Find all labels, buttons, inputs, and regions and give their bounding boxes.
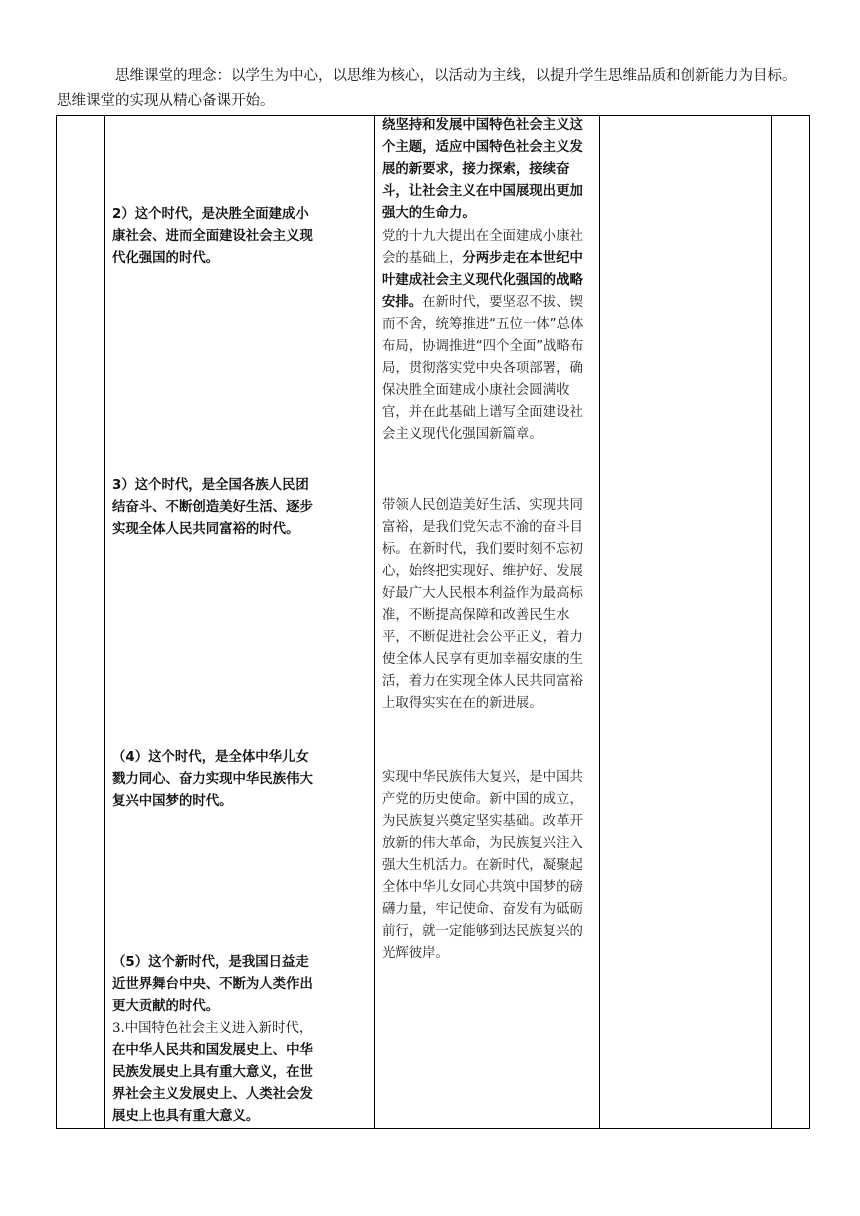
explanation-paragraph-2-emphasis: 分两步走在本世纪中叶建成社会主义现代化强国的战略安排。 xyxy=(382,251,583,310)
content-item-2: 2）这个时代，是决胜全面建成小康社会、进而全面建设社会主义现代化强国的时代。 xyxy=(112,207,313,266)
content-item-3: 3）这个时代，是全国各族人民团结奋斗、不断创造美好生活、逐步实现全体人民共同富裕的时代。 xyxy=(112,478,313,537)
table-border-left xyxy=(56,115,57,1129)
explanation-paragraph-2 xyxy=(382,226,592,446)
table-bottom-border xyxy=(56,1128,810,1129)
column-divider-2 xyxy=(374,115,375,1129)
explanation-paragraph-1: 绕坚持和发展中国特色社会主义这个主题，适应中国特色社会主义发展的新要求，接力探索，接续奋斗，让社会主义在中国展现出更加强大的生命力。 xyxy=(382,118,583,221)
explanation-paragraph-4: 实现中华民族伟大复兴，是中国共产党的历史使命。新中国的成立，为民族复兴奠定坚实基础。改革开放新的伟大革命，为民族复兴注入强大生机活力。在新时代，凝聚起全体中华儿女同心共筑中国梦的磅礴力量，牢记使命、奋发有为砥砺前行，就一定能够到达民族复兴的光辉彼岸。 xyxy=(382,770,583,961)
explanation-paragraph-2-body: 在新时代，要坚忍不拔、锲而不舍，统筹推进“五位一体”总体布局，协调推进“四个全面”战略布局，贯彻落实党中央各项部署，确保决胜全面建成小康社会圆满收官，并在此基础上谱写全面建设社会主义现代化强国新篇章。 xyxy=(382,295,584,442)
column-divider-4 xyxy=(771,115,772,1129)
content-point-3-body: 在中华人民共和国发展史上、中华民族发展史上具有重大意义，在世界社会主义发展史上、人类社会发展史上也具有重大意义。 xyxy=(112,1043,313,1124)
column-divider-1 xyxy=(104,115,105,1129)
column-divider-3 xyxy=(599,115,600,1129)
content-point-3-prefix: 3.中国特色社会主义进入新时代， xyxy=(112,1021,313,1036)
lesson-table xyxy=(56,115,810,1129)
content-item-4: （4）这个时代，是全体中华儿女戮力同心、奋力实现中华民族伟大复兴中国梦的时代。 xyxy=(112,750,313,809)
header-paragraph: 思维课堂的理念：以学生为中心，以思维为核心，以活动为主线，以提升学生思维品质和创新能力为目标。思维课堂的实现从精心备课开始。 xyxy=(57,68,797,109)
content-point-3 xyxy=(112,1018,318,1128)
content-item-5: （5）这个新时代，是我国日益走近世界舞台中央、不断为人类作出更大贡献的时代。 xyxy=(112,955,313,1014)
table-border-right xyxy=(809,115,810,1129)
explanation-paragraph-3: 带领人民创造美好生活、实现共同富裕，是我们党矢志不渝的奋斗目标。在新时代，我们要时刻不忘初心，始终把实现好、维护好、发展好最广大人民根本利益作为最高标准，不断提高保障和改善民生水平，不断促进社会公平正义，着力使全体人民享有更加幸福安康的生活，着力在实现全体人民共同富裕上取得实实在在的新进展。 xyxy=(382,498,583,711)
explanation-paragraph-2-lead: 党的十九大提出在全面建成小康社会的基础上， xyxy=(382,229,583,266)
